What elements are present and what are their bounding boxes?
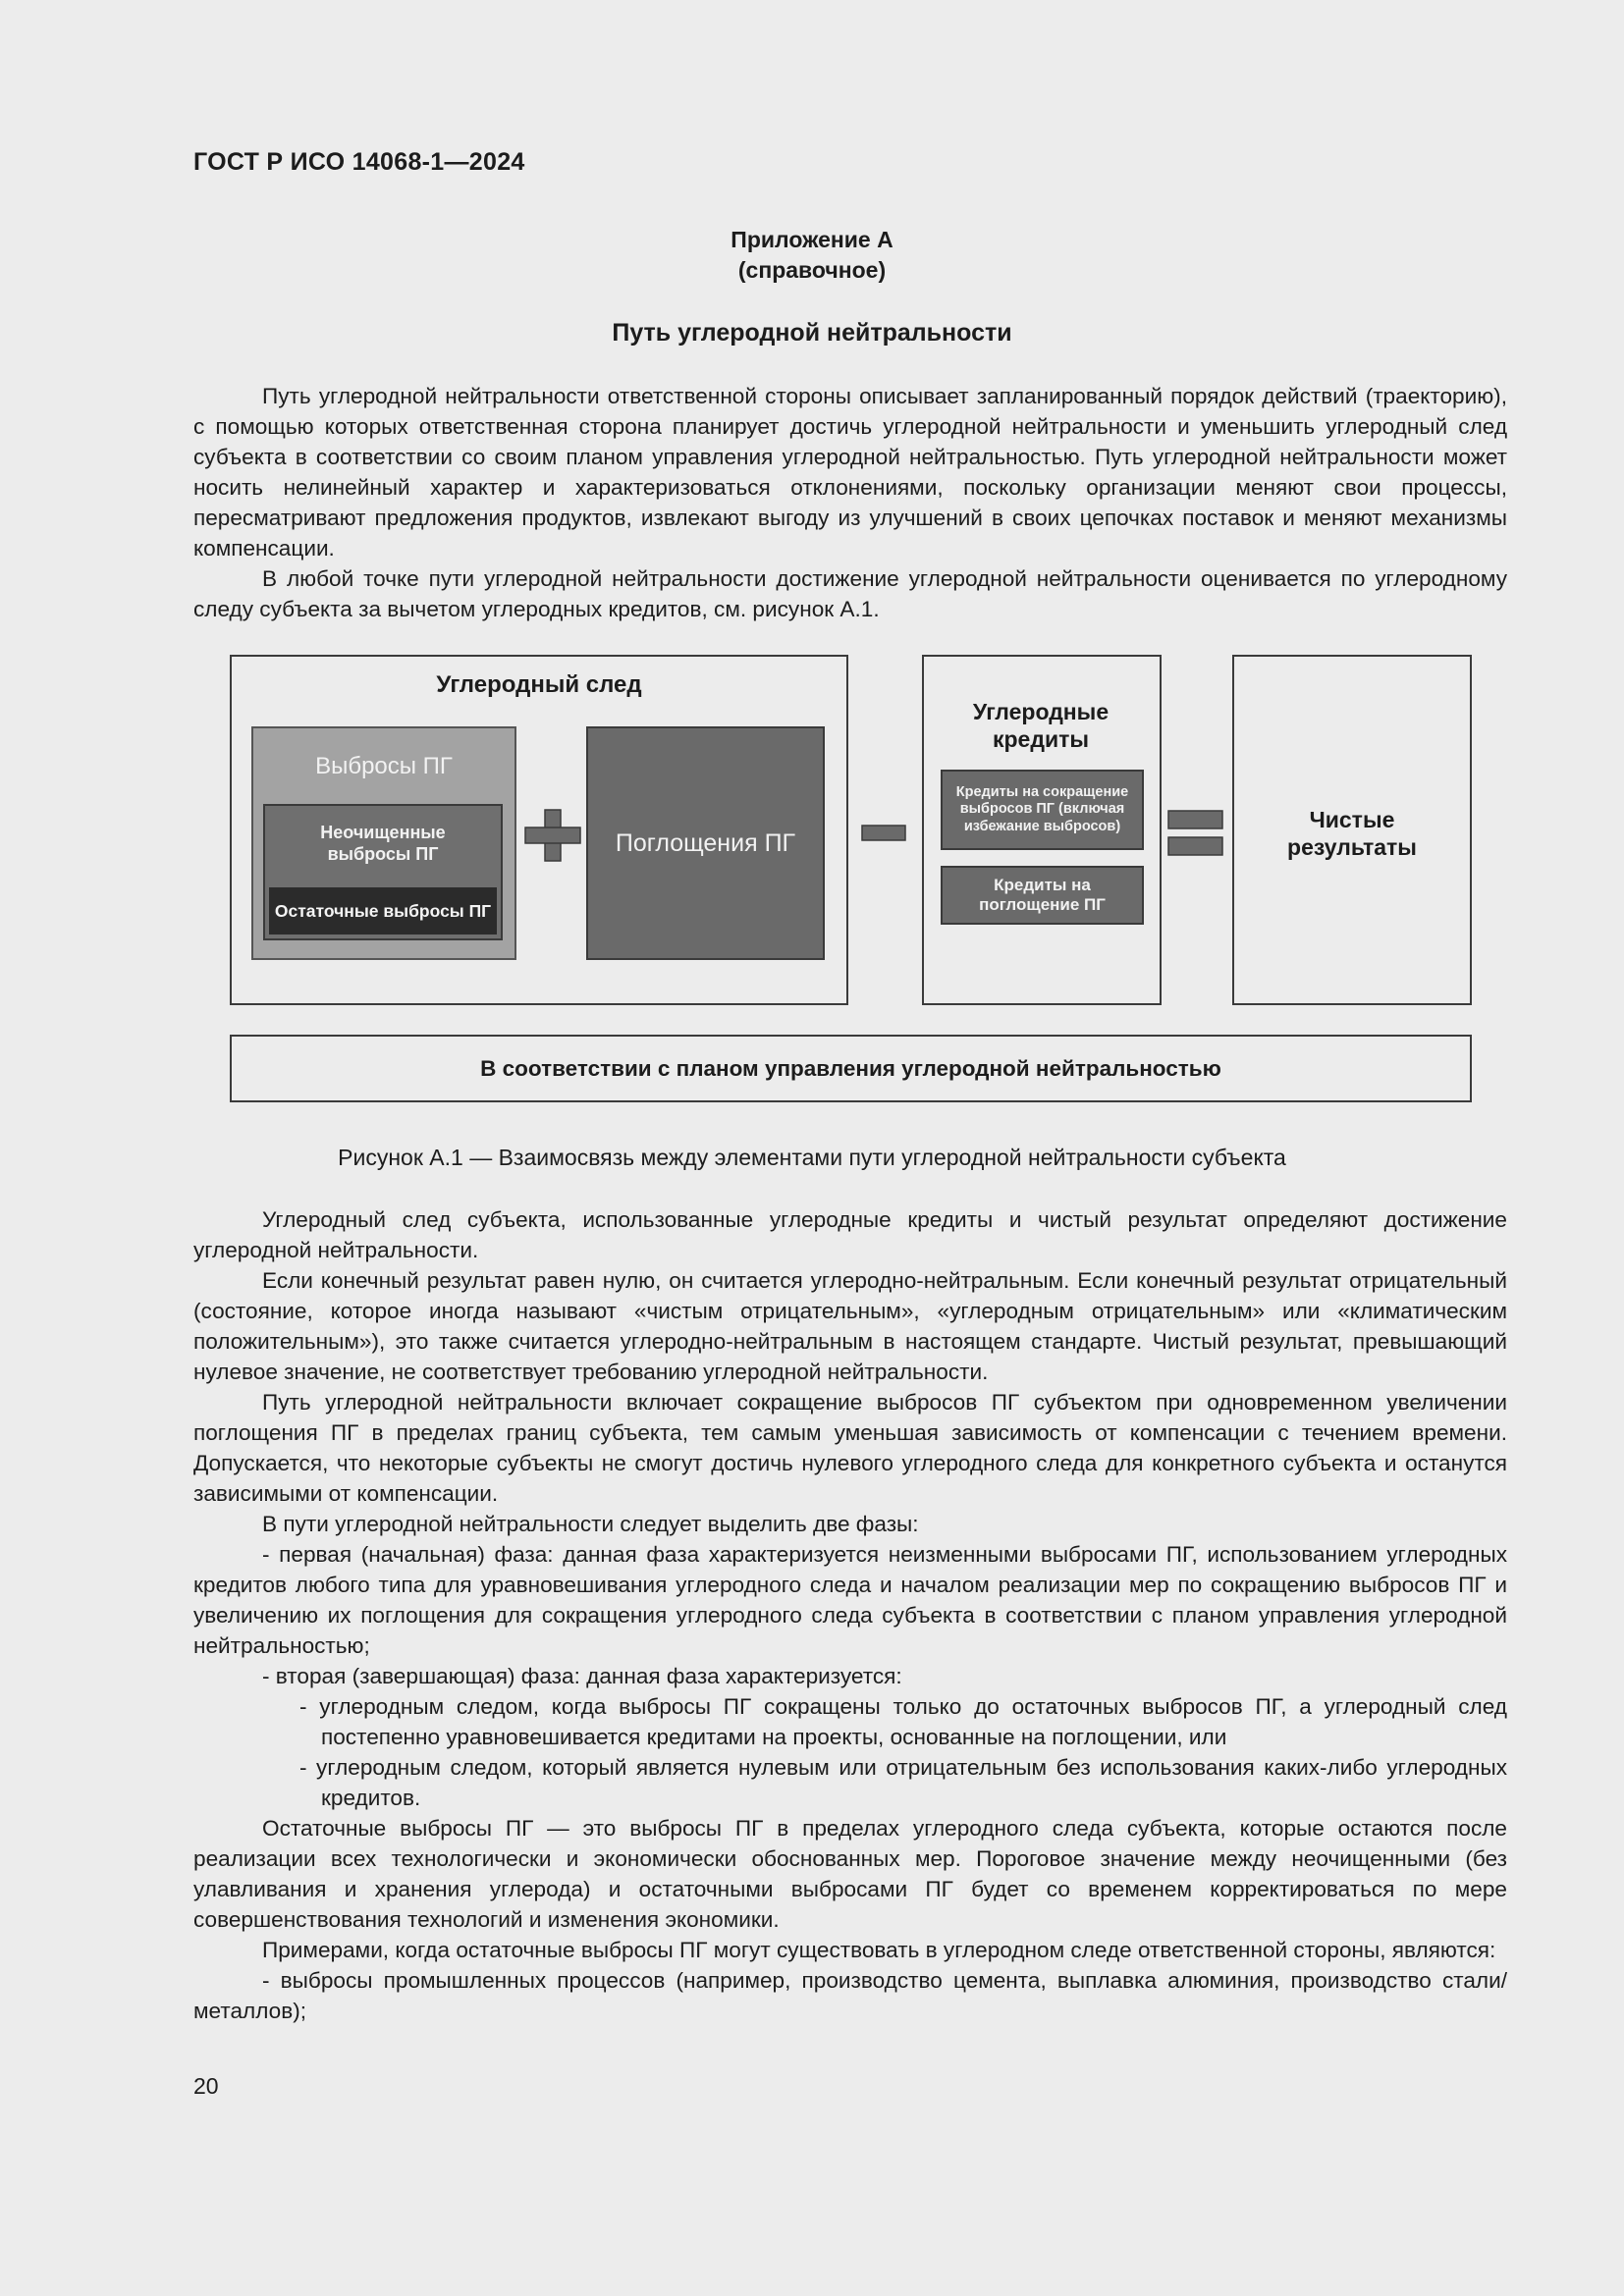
body-paragraph: Если конечный результат равен нулю, он считается углеродно-нейтральным. Если конечный результат отрицательный (состояние, которое иногда называют «чистым отрицательным», «углеродным отрицательным» или «климатическим положительным»), это также считается углеродно-нейтральным в настоящем стандарте. Чистый результат, превышающий нулевое значение, не соответствует требованию углеродной нейтральности. bbox=[193, 1268, 1507, 1384]
plus-icon bbox=[523, 808, 582, 863]
untreated-emissions-label: Неочищенные выбросы ПГ bbox=[320, 823, 446, 864]
plan-label: В соответствии с планом управления углеродной нейтральностью bbox=[480, 1056, 1221, 1081]
annex-heading bbox=[0, 225, 1624, 286]
intro-text bbox=[193, 381, 1507, 624]
list-item-second-phase: - вторая (завершающая) фаза: данная фаза характеризуется: bbox=[262, 1664, 902, 1688]
intro-paragraph-2: В любой точке пути углеродной нейтральности достижение углеродной нейтральности оценивается по углеродному следу субъекта за вычетом углеродных кредитов, см. рисунок А.1. bbox=[193, 566, 1507, 621]
page-number: 20 bbox=[193, 2073, 219, 2099]
figure-caption: Рисунок А.1 — Взаимосвязь между элементами пути углеродной нейтральности субъекта bbox=[338, 1145, 1286, 1170]
equals-icon bbox=[1166, 808, 1225, 859]
intro-paragraph-1: Путь углеродной нейтральности ответственной стороны описывает запланированный порядок действий (траекторию), с помощью которых ответственная сторона планирует достичь углеродной нейтральности и уменьшить углеродный след субъекта в соответствии со своим планом управления углеродной нейтральностью. Путь углеродной нейтральности может носить нелинейный характер и характеризоваться отклонениями, поскольку организации меняют свои процессы, пересматривают предложения продуктов, извлекают выгоду из улучшений в своих цепочках поставок и меняют механизмы компенсации. bbox=[193, 384, 1507, 561]
body-text bbox=[193, 1204, 1507, 2026]
body-paragraph: В пути углеродной нейтральности следует выделить две фазы: bbox=[262, 1512, 919, 1536]
body-paragraph: Углеродный след субъекта, использованные углеродные кредиты и чистый результат определяют достижение углеродной нейтральности. bbox=[193, 1207, 1507, 1262]
credits-title: Углеродные кредиты bbox=[972, 699, 1110, 752]
sublist-item: - углеродным следом, когда выбросы ПГ сокращены только до остаточных выбросов ПГ, а углеродный след постепенно уравновешивается кредитами на проекты, основанные на поглощении, или bbox=[299, 1694, 1507, 1749]
residual-emissions-label: Остаточные выбросы ПГ bbox=[274, 900, 492, 921]
emissions-label: Выбросы ПГ bbox=[315, 752, 453, 779]
removals-label: Поглощения ПГ bbox=[615, 829, 796, 857]
annex-title: Приложение А bbox=[731, 227, 893, 252]
list-item-first-phase: - первая (начальная) фаза: данная фаза характеризуется неизменными выбросами ПГ, использованием углеродных кредитов любого типа для уравновешивания углеродного следа и началом реализации мер по сокращению выбросов ПГ и увеличению их поглощения для сокращения углеродного следа субъекта в соответствии с планом управления углеродной нейтральностью; bbox=[193, 1542, 1507, 1658]
reduction-credits-label: Кредиты на сокращение выбросов ПГ (включая избежание выбросов) bbox=[955, 783, 1129, 834]
document-code: ГОСТ Р ИСО 14068-1—2024 bbox=[193, 148, 525, 176]
list-item: - выбросы промышленных процессов (например, производство цемента, выплавка алюминия, производство стали/металлов); bbox=[193, 1968, 1507, 2023]
removal-credits-label: Кредиты на поглощение ПГ bbox=[979, 875, 1106, 914]
net-result-label: Чистые результаты bbox=[1287, 807, 1417, 860]
body-paragraph: Путь углеродной нейтральности включает сокращение выбросов ПГ субъектом при одновременном увеличении поглощения ПГ в пределах границ субъекта, тем самым уменьшая зависимость от компенсации с течением времени. Допускается, что некоторые субъекты не смогут достичь нулевого углеродного следа для конкретного субъекта и останутся зависимыми от компенсации. bbox=[193, 1390, 1507, 1506]
footprint-title: Углеродный след bbox=[436, 670, 642, 698]
section-title: Путь углеродной нейтральности bbox=[612, 319, 1012, 347]
body-paragraph: Остаточные выбросы ПГ — это выбросы ПГ в пределах углеродного следа субъекта, которые остаются после реализации всех технологически и экономически обоснованных мер. Пороговое значение между неочищенными (без улавливания и хранения углерода) и остаточными выбросами ПГ будет со временем корректироваться по мере совершенствования технологий и изменения экономики. bbox=[193, 1816, 1507, 1932]
sublist-item: - углеродным следом, который является нулевым или отрицательным без использования каких-либо углеродных кредитов. bbox=[299, 1755, 1507, 1810]
body-paragraph: Примерами, когда остаточные выбросы ПГ могут существовать в углеродном следе ответственной стороны, являются: bbox=[262, 1938, 1496, 1962]
annex-type: (справочное) bbox=[737, 257, 887, 283]
minus-icon bbox=[860, 824, 907, 843]
